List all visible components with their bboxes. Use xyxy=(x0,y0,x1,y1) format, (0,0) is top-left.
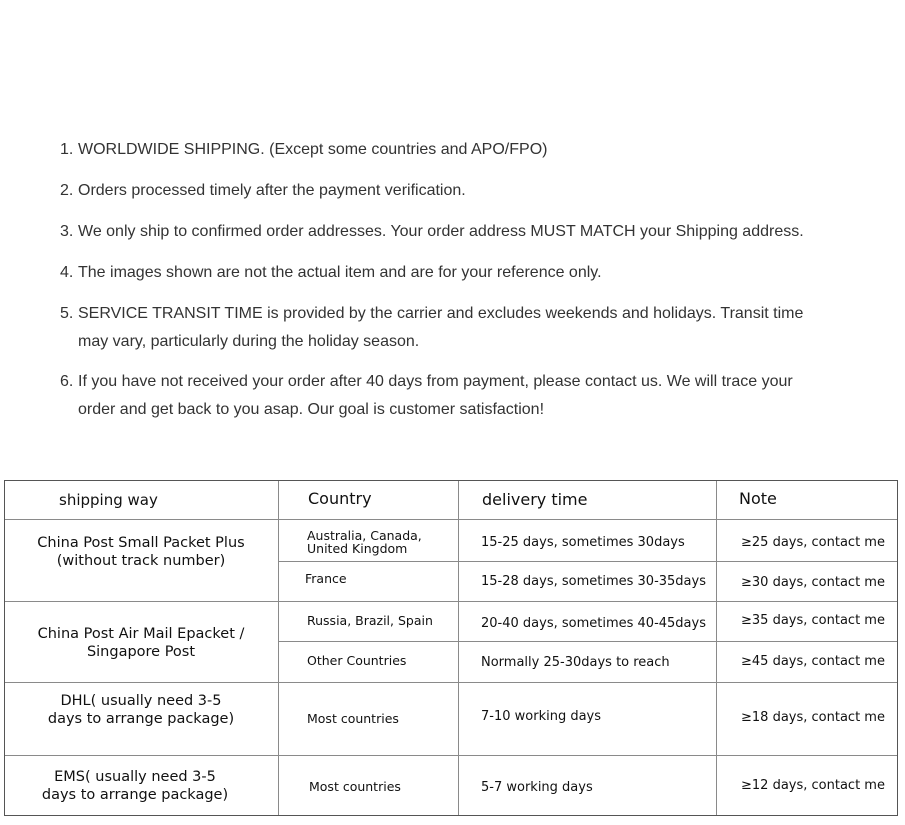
country-cell: Russia, Brazil, Spain xyxy=(307,613,433,628)
header-country: Country xyxy=(308,489,372,508)
policy-number: 6. xyxy=(60,373,74,390)
delivery-time-cell: 15-28 days, sometimes 30-35days xyxy=(481,574,706,589)
delivery-time-cell: 15-25 days, sometimes 30days xyxy=(481,535,685,550)
policy-number: 1. xyxy=(60,141,74,158)
policy-item-6 xyxy=(60,368,800,424)
policy-item-4 xyxy=(60,259,820,287)
column-divider xyxy=(278,481,279,815)
policy-text: WORLDWIDE SHIPPING. (Except some countries and APO/FPO) xyxy=(78,141,548,158)
shipping-method-cell: China Post Air Mail Epacket / Singapore Post xyxy=(37,626,245,660)
country-cell: Most countries xyxy=(309,779,401,794)
policy-item-1 xyxy=(60,136,820,164)
delivery-time-cell: 7-10 working days xyxy=(481,709,602,724)
policy-number: 4. xyxy=(60,264,74,281)
shipping-method-cell: China Post Small Packet Plus (without track number) xyxy=(37,535,245,569)
country-cell: Most countries xyxy=(307,711,399,726)
policy-number: 3. xyxy=(60,223,74,240)
shipping-table xyxy=(4,480,898,816)
delivery-time-cell: Normally 25-30days to reach xyxy=(481,655,670,670)
header-delivery-time: delivery time xyxy=(482,490,588,509)
header-note: Note xyxy=(739,489,777,508)
note-cell: ≥30 days, contact me xyxy=(741,575,885,590)
column-divider xyxy=(458,481,459,815)
policy-item-5 xyxy=(60,300,810,356)
row-divider xyxy=(5,601,897,602)
policy-item-2 xyxy=(60,177,820,205)
note-cell: ≥45 days, contact me xyxy=(741,654,885,669)
policy-text: Orders processed timely after the payment verification. xyxy=(78,182,466,199)
country-cell: Other Countries xyxy=(307,653,407,668)
header-shipping-way: shipping way xyxy=(59,491,158,509)
policy-number: 2. xyxy=(60,182,74,199)
policy-text: The images shown are not the actual item and are for your reference only. xyxy=(78,264,602,281)
shipping-method-cell: DHL( usually need 3-5 days to arrange package) xyxy=(47,693,235,727)
note-cell: ≥12 days, contact me xyxy=(741,778,885,793)
row-divider xyxy=(5,755,897,756)
note-cell: ≥25 days, contact me xyxy=(741,535,885,550)
country-cell: Australia, Canada, United Kingdom xyxy=(307,528,422,556)
column-divider xyxy=(716,481,717,815)
delivery-time-cell: 20-40 days, sometimes 40-45days xyxy=(481,616,706,631)
row-divider xyxy=(278,641,897,642)
delivery-time-cell: 5-7 working days xyxy=(481,780,593,795)
row-divider xyxy=(278,561,897,562)
policy-text: We only ship to confirmed order addresses. Your order address MUST MATCH your Shipping address. xyxy=(78,223,804,240)
policy-number: 5. xyxy=(60,305,74,322)
country-cell: France xyxy=(305,571,347,586)
row-divider xyxy=(5,519,897,520)
note-cell: ≥18 days, contact me xyxy=(741,710,885,725)
policy-text: If you have not received your order after 40 days from payment, please contact us. We will trace your order and get back to you asap. Our goal is customer satisfaction! xyxy=(78,373,793,418)
policy-text: SERVICE TRANSIT TIME is provided by the carrier and excludes weekends and holidays. Transit time may vary, particularly during the holiday season. xyxy=(78,305,804,350)
note-cell: ≥35 days, contact me xyxy=(741,613,885,628)
shipping-method-cell: EMS( usually need 3-5 days to arrange package) xyxy=(41,769,229,803)
row-divider xyxy=(5,682,897,683)
policy-item-3 xyxy=(60,218,860,246)
